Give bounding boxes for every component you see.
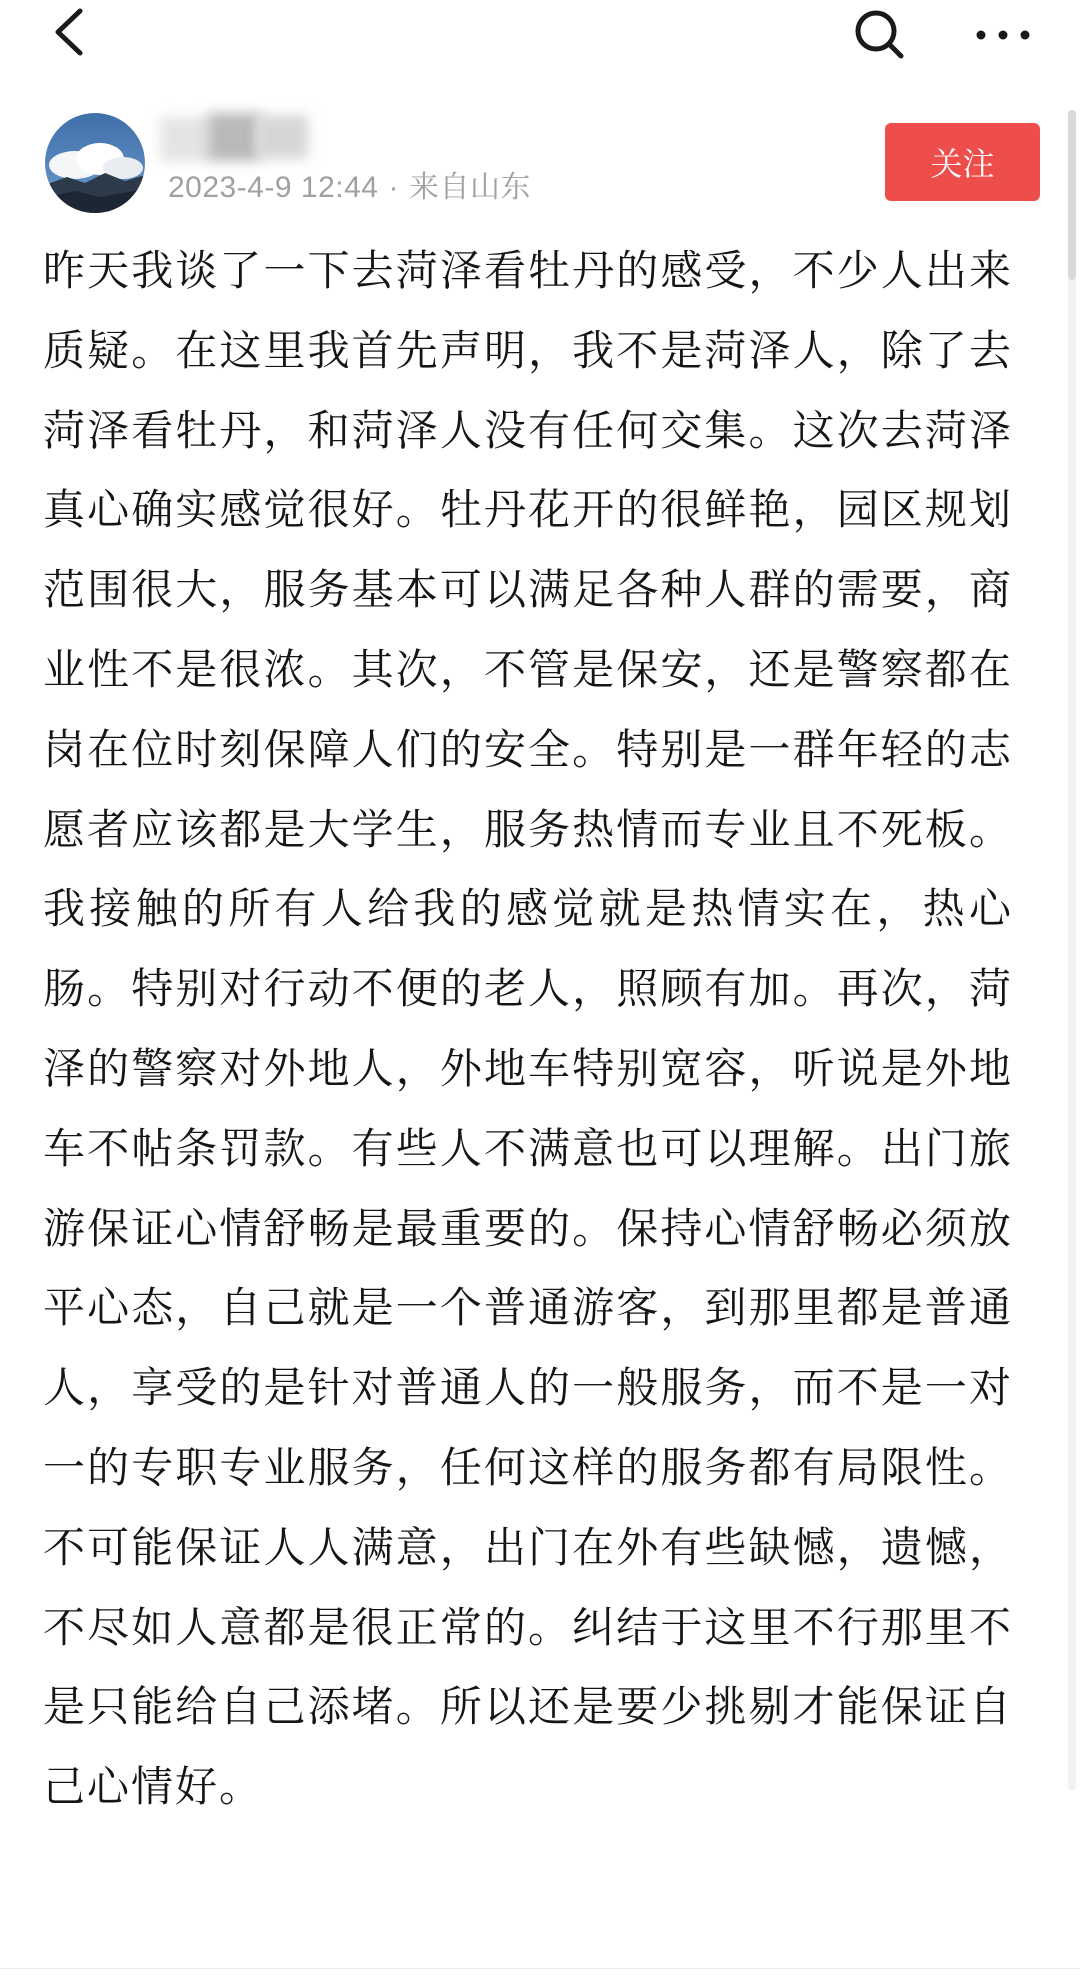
post-meta: [168, 162, 531, 206]
avatar[interactable]: [45, 113, 145, 213]
avatar-image: [45, 113, 145, 213]
search-icon: [850, 5, 910, 65]
scrollbar-track: [1068, 110, 1076, 1790]
chevron-left-icon: [50, 5, 90, 65]
more-horizontal-icon: [973, 25, 1033, 45]
meta-separator: ·: [388, 171, 399, 204]
more-options-button[interactable]: [968, 0, 1038, 70]
follow-button[interactable]: 关注: [885, 123, 1040, 201]
search-button[interactable]: [845, 0, 915, 70]
scrollbar-thumb[interactable]: [1068, 110, 1076, 280]
top-navigation-bar: [0, 0, 1080, 100]
back-button[interactable]: [40, 0, 100, 70]
username-redacted[interactable]: [150, 105, 335, 165]
bottom-divider: [0, 1968, 1080, 1969]
post-location: 来自山东: [409, 171, 531, 204]
author-header: [0, 105, 1080, 225]
post-body-text: 昨天我谈了一下去菏泽看牡丹的感受，不少人出来质疑。在这里我首先声明，我不是菏泽人，除了去菏泽看牡丹，和菏泽人没有任何交集。这次去菏泽真心确实感觉很好。牡丹花开的很鲜艳，园区规划范围很大，服务基本可以满足各种人群的需要，商业性不是很浓。其次，不管是保安，还是警察都在岗在位时刻保障人们的安全。特别是一群年轻的志愿者应该都是大学生，服务热情而专业且不死板。我接触的所有人给我的感觉就是热情实在，热心肠。特别对行动不便的老人，照顾有加。再次，菏泽的警察对外地人，外地车特别宽容，听说是外地车不帖条罚款。有些人不满意也可以理解。出门旅游保证心情舒畅是最重要的。保持心情舒畅必须放平心态，自己就是一个普通游客，到那里都是普通人，享受的是针对普通人的一般服务，而不是一对一的专职专业服务，任何这样的服务都有局限性。不可能保证人人满意，出门在外有些缺憾，遗憾，不尽如人意都是很正常的。纠结于这里不行那里不是只能给自己添堵。所以还是要少挑剔才能保证自己心情好。: [43, 246, 1013, 1812]
post-timestamp: 2023-4-9 12:44: [168, 171, 379, 204]
